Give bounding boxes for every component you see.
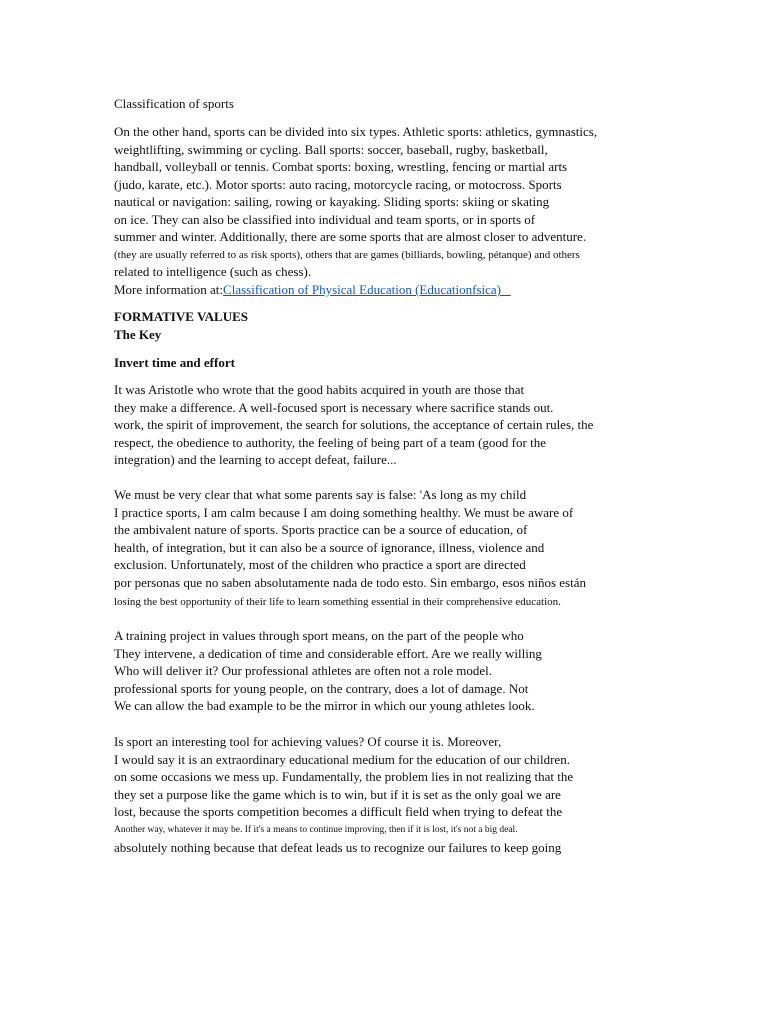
paragraph-line: We must be very clear that what some parents say is false: 'As long as my child xyxy=(114,487,527,502)
heading-invert-time: Invert time and effort xyxy=(114,355,235,370)
paragraph-line: exclusion. Unfortunately, most of the children who practice a sport are directed xyxy=(114,557,526,572)
heading-formative-values: FORMATIVE VALUES xyxy=(114,309,248,324)
paragraph-line: professional sports for young people, on the contrary, does a lot of damage. Not xyxy=(114,680,529,696)
paragraph-line: they set a purpose like the game which is to win, but if it is set as the only goal we are xyxy=(114,786,561,802)
more-info-line xyxy=(114,282,511,298)
paragraph-line: respect, the obedience to authority, the feeling of being part of a team (good for the xyxy=(114,434,546,450)
paragraph-line: nautical or navigation: sailing, rowing or kayaking. Sliding sports: skiing or skating xyxy=(114,194,550,209)
paragraph-line: work, the spirit of improvement, the search for solutions, the acceptance of certain rules, the xyxy=(114,417,594,432)
paragraph-line: integration) and the learning to accept defeat, failure... xyxy=(114,452,397,467)
paragraph-line: they make a difference. A well-focused sport is necessary where sacrifice stands out. xyxy=(114,399,554,415)
paragraph-line: (they are usually referred to as risk sports), others that are games (billiards, bowling, pétanque) and others xyxy=(114,249,580,261)
paragraph-line: (judo, karate, etc.). Motor sports: auto racing, motorcycle racing, or motocross. Sports xyxy=(114,176,562,192)
section-title: Classification of sports xyxy=(114,96,234,111)
paragraph-line: handball, volleyball or tennis. Combat sports: boxing, wrestling, fencing or martial arts xyxy=(114,159,568,174)
paragraph-line: Another way, whatever it may be. If it's a means to continue improving, then if it is lost, it's not a big deal. xyxy=(114,825,518,835)
heading-the-key: The Key xyxy=(114,327,162,342)
paragraph-line: weightlifting, swimming or cycling. Ball sports: soccer, baseball, rugby, basketball, xyxy=(114,141,548,157)
paragraph-line: A training project in values through sport means, on the part of the people who xyxy=(114,628,524,643)
paragraph-line: I practice sports, I am calm because I am doing something healthy. We must be aware of xyxy=(114,504,574,520)
paragraph-line: On the other hand, sports can be divided into six types. Athletic sports: athletics, gymnastics, xyxy=(114,124,598,139)
paragraph-line: Is sport an interesting tool for achieving values? Of course it is. Moreover, xyxy=(114,734,502,749)
paragraph-line: on some occasions we mess up. Fundamentally, the problem lies in not realizing that the xyxy=(114,769,574,784)
paragraph-line: summer and winter. Additionally, there are some sports that are almost closer to adventure. xyxy=(114,229,587,244)
paragraph-line: absolutely nothing because that defeat leads us to recognize our failures to keep going xyxy=(114,840,562,855)
more-info-label: More information at: xyxy=(114,282,224,297)
paragraph-line: They intervene, a dedication of time and considerable effort. Are we really willing xyxy=(114,645,542,661)
paragraph-line: health, of integration, but it can also be a source of ignorance, illness, violence and xyxy=(114,539,545,555)
paragraph-line: Who will deliver it? Our professional athletes are often not a role model. xyxy=(114,663,492,678)
paragraph-line: related to intelligence (such as chess). xyxy=(114,264,312,279)
paragraph-line: We can allow the bad example to be the mirror in which our young athletes look. xyxy=(114,698,535,713)
link-underline-tail xyxy=(501,282,511,297)
paragraph-line: on ice. They can also be classified into individual and team sports, or in sports of xyxy=(114,211,536,227)
paragraph-line: It was Aristotle who wrote that the good habits acquired in youth are those that xyxy=(114,382,525,397)
classification-link[interactable]: Classification of Physical Education (Educationfsica) xyxy=(223,282,502,297)
paragraph-line: lost, because the sports competition becomes a difficult field when trying to defeat the xyxy=(114,804,563,819)
paragraph-line: por personas que no saben absolutamente nada de todo esto. Sin embargo, esos niños están xyxy=(114,575,586,590)
paragraph-line: I would say it is an extraordinary educational medium for the education of our children. xyxy=(114,751,570,767)
paragraph-line: losing the best opportunity of their life to learn something essential in their comprehensive education. xyxy=(114,596,561,608)
paragraph-line: the ambivalent nature of sports. Sports practice can be a source of education, of xyxy=(114,522,528,537)
